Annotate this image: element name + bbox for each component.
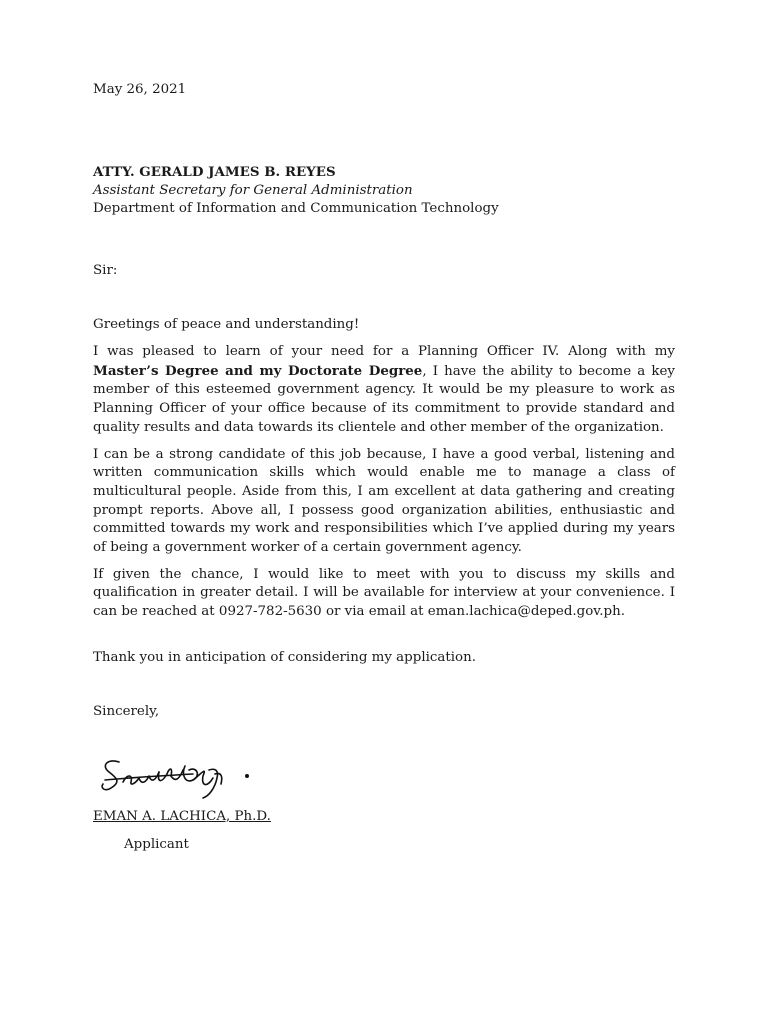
- letter-body: [93, 343, 675, 630]
- recipient-title: Assistant Secretary for General Administration: [93, 182, 413, 198]
- thank-you-line: Thank you in anticipation of considering my application.: [93, 650, 476, 665]
- handwritten-signature-icon: [97, 752, 267, 802]
- paragraph-1-text-start: I was pleased to learn of your need for a Planning Officer IV. Along with my: [93, 344, 675, 359]
- letter-date: May 26, 2021: [93, 82, 187, 97]
- paragraph-1-text-end: , I have the ability to become a key member of this esteemed government agency. It would be my pleasure to work as Planning Officer of your office because of its commitment to provide standard and quality results and data towards its clientele and other member of the organization.: [93, 363, 676, 435]
- recipient-block: [93, 163, 675, 219]
- salutation: Sir:: [93, 263, 118, 278]
- body-paragraph-3: If given the chance, I would like to meet with you to discuss my skills and qualification in greater detail. I will be available for interview at your convenience. I can be reached at 0927-782-5630 or via email at eman.lachica@deped.gov.ph.: [93, 566, 675, 620]
- body-paragraph-2: I can be a strong candidate of this job because, I have a good verbal, listening and written communication skills which would enable me to manage a class of multicultural people. Aside from this, I am excellent at data gathering and creating prompt reports. Above all, I possess good organization abilities, enthusiastic and committed towards my work and responsibilities which I’ve applied during my years of being a government worker of a certain government agency.: [93, 446, 675, 556]
- recipient-department: Department of Information and Communication Technology: [93, 201, 499, 217]
- degrees-emphasis: Master’s Degree and my Doctorate Degree: [93, 362, 423, 379]
- signer-role: Applicant: [124, 837, 189, 852]
- recipient-name: ATTY. GERALD JAMES B. REYES: [93, 164, 336, 180]
- signer-name: EMAN A. LACHICA, Ph.D.: [93, 809, 271, 824]
- greeting-line: Greetings of peace and understanding!: [93, 317, 360, 332]
- body-paragraph-1: [93, 343, 675, 438]
- closing-line: Sincerely,: [93, 704, 160, 719]
